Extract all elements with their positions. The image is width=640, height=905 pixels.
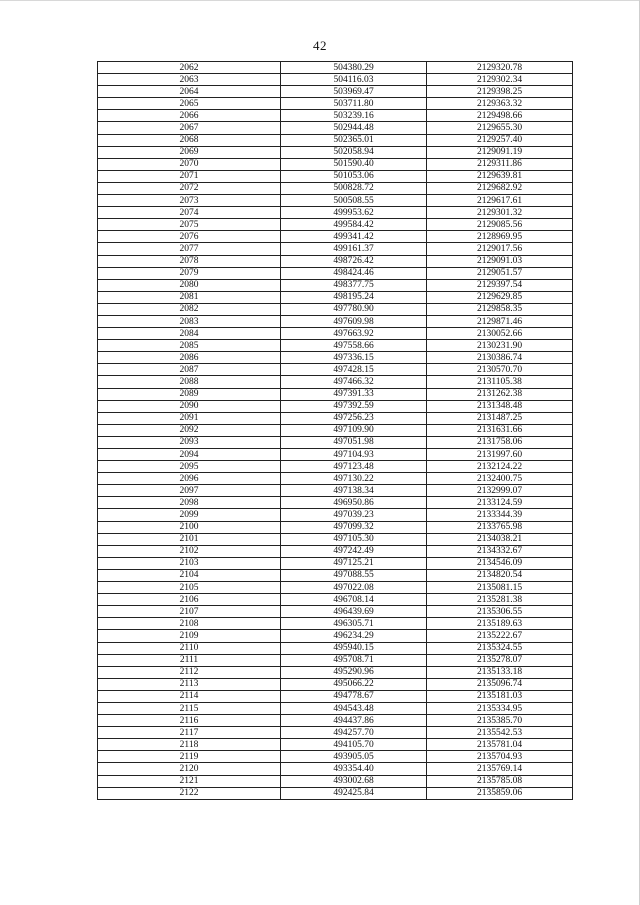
x-coordinate-cell: 494257.70	[281, 727, 427, 739]
x-coordinate-cell: 493905.05	[281, 751, 427, 763]
y-coordinate-cell: 2133765.98	[427, 521, 573, 533]
y-coordinate-cell: 2130570.70	[427, 364, 573, 376]
point-number-cell: 2077	[98, 243, 281, 255]
table-row	[98, 122, 573, 134]
table-row	[98, 279, 573, 291]
x-coordinate-cell: 499953.62	[281, 207, 427, 219]
point-number-cell: 2120	[98, 763, 281, 775]
x-coordinate-cell: 496950.86	[281, 497, 427, 509]
point-number-cell: 2092	[98, 424, 281, 436]
point-number-cell: 2072	[98, 182, 281, 194]
y-coordinate-cell: 2129655.30	[427, 122, 573, 134]
point-number-cell: 2087	[98, 364, 281, 376]
y-coordinate-cell: 2135769.14	[427, 763, 573, 775]
table-row	[98, 521, 573, 533]
table-row	[98, 291, 573, 303]
point-number-cell: 2081	[98, 291, 281, 303]
point-number-cell: 2122	[98, 787, 281, 799]
y-coordinate-cell: 2128969.95	[427, 231, 573, 243]
y-coordinate-cell: 2135704.93	[427, 751, 573, 763]
x-coordinate-cell: 495708.71	[281, 654, 427, 666]
table-row	[98, 473, 573, 485]
y-coordinate-cell: 2134332.67	[427, 545, 573, 557]
x-coordinate-cell: 492425.84	[281, 787, 427, 799]
y-coordinate-cell: 2130231.90	[427, 340, 573, 352]
point-number-cell: 2121	[98, 775, 281, 787]
y-coordinate-cell: 2135785.08	[427, 775, 573, 787]
table-row	[98, 485, 573, 497]
y-coordinate-cell: 2135096.74	[427, 678, 573, 690]
table-row	[98, 727, 573, 739]
point-number-cell: 2073	[98, 195, 281, 207]
point-number-cell: 2106	[98, 594, 281, 606]
point-number-cell: 2108	[98, 618, 281, 630]
point-number-cell: 2069	[98, 146, 281, 158]
table-row	[98, 739, 573, 751]
y-coordinate-cell: 2132400.75	[427, 473, 573, 485]
table-row	[98, 376, 573, 388]
table-row	[98, 255, 573, 267]
x-coordinate-cell: 504380.29	[281, 62, 427, 74]
table-row	[98, 702, 573, 714]
y-coordinate-cell: 2131262.38	[427, 388, 573, 400]
y-coordinate-cell: 2135385.70	[427, 715, 573, 727]
table-row	[98, 158, 573, 170]
y-coordinate-cell: 2133124.59	[427, 497, 573, 509]
table-row	[98, 715, 573, 727]
table-row	[98, 195, 573, 207]
table-row	[98, 267, 573, 279]
table-row	[98, 243, 573, 255]
table-row	[98, 763, 573, 775]
table-row	[98, 340, 573, 352]
y-coordinate-cell: 2129311.86	[427, 158, 573, 170]
y-coordinate-cell: 2135324.55	[427, 642, 573, 654]
point-number-cell: 2094	[98, 449, 281, 461]
point-number-cell: 2074	[98, 207, 281, 219]
point-number-cell: 2088	[98, 376, 281, 388]
table-row	[98, 388, 573, 400]
y-coordinate-cell: 2129363.32	[427, 98, 573, 110]
y-coordinate-cell: 2129091.19	[427, 146, 573, 158]
x-coordinate-cell: 497125.21	[281, 557, 427, 569]
y-coordinate-cell: 2132999.07	[427, 485, 573, 497]
x-coordinate-cell: 493002.68	[281, 775, 427, 787]
y-coordinate-cell: 2134820.54	[427, 569, 573, 581]
point-number-cell: 2105	[98, 582, 281, 594]
y-coordinate-cell: 2135542.53	[427, 727, 573, 739]
x-coordinate-cell: 497609.98	[281, 315, 427, 327]
point-number-cell: 2076	[98, 231, 281, 243]
x-coordinate-cell: 495290.96	[281, 666, 427, 678]
table-row	[98, 98, 573, 110]
x-coordinate-cell: 504116.03	[281, 74, 427, 86]
x-coordinate-cell: 497123.48	[281, 461, 427, 473]
y-coordinate-cell: 2129639.81	[427, 170, 573, 182]
table-row	[98, 449, 573, 461]
point-number-cell: 2109	[98, 630, 281, 642]
scan-edge-top	[0, 0, 640, 1]
table-row	[98, 642, 573, 654]
coordinates-table-body	[98, 62, 573, 800]
table-row	[98, 436, 573, 448]
y-coordinate-cell: 2135278.07	[427, 654, 573, 666]
y-coordinate-cell: 2135133.18	[427, 666, 573, 678]
y-coordinate-cell: 2131997.60	[427, 449, 573, 461]
point-number-cell: 2078	[98, 255, 281, 267]
table-row	[98, 497, 573, 509]
point-number-cell: 2119	[98, 751, 281, 763]
point-number-cell: 2110	[98, 642, 281, 654]
x-coordinate-cell: 497391.33	[281, 388, 427, 400]
point-number-cell: 2104	[98, 569, 281, 581]
point-number-cell: 2082	[98, 303, 281, 315]
point-number-cell: 2099	[98, 509, 281, 521]
point-number-cell: 2118	[98, 739, 281, 751]
table-row	[98, 207, 573, 219]
y-coordinate-cell: 2135081.15	[427, 582, 573, 594]
x-coordinate-cell: 497022.08	[281, 582, 427, 594]
table-row	[98, 303, 573, 315]
table-row	[98, 630, 573, 642]
x-coordinate-cell: 496234.29	[281, 630, 427, 642]
table-row	[98, 690, 573, 702]
point-number-cell: 2063	[98, 74, 281, 86]
table-row	[98, 352, 573, 364]
table-row	[98, 364, 573, 376]
y-coordinate-cell: 2129397.54	[427, 279, 573, 291]
point-number-cell: 2091	[98, 412, 281, 424]
x-coordinate-cell: 497051.98	[281, 436, 427, 448]
x-coordinate-cell: 503711.80	[281, 98, 427, 110]
x-coordinate-cell: 499161.37	[281, 243, 427, 255]
x-coordinate-cell: 501590.40	[281, 158, 427, 170]
y-coordinate-cell: 2129302.34	[427, 74, 573, 86]
x-coordinate-cell: 503239.16	[281, 110, 427, 122]
point-number-cell: 2083	[98, 315, 281, 327]
y-coordinate-cell: 2130386.74	[427, 352, 573, 364]
point-number-cell: 2064	[98, 86, 281, 98]
point-number-cell: 2067	[98, 122, 281, 134]
coordinates-table	[97, 61, 573, 800]
point-number-cell: 2103	[98, 557, 281, 569]
point-number-cell: 2100	[98, 521, 281, 533]
x-coordinate-cell: 495066.22	[281, 678, 427, 690]
table-row	[98, 182, 573, 194]
y-coordinate-cell: 2129398.25	[427, 86, 573, 98]
y-coordinate-cell: 2135781.04	[427, 739, 573, 751]
x-coordinate-cell: 497138.34	[281, 485, 427, 497]
point-number-cell: 2095	[98, 461, 281, 473]
y-coordinate-cell: 2135189.63	[427, 618, 573, 630]
y-coordinate-cell: 2129871.46	[427, 315, 573, 327]
point-number-cell: 2065	[98, 98, 281, 110]
table-row	[98, 400, 573, 412]
x-coordinate-cell: 497256.23	[281, 412, 427, 424]
table-row	[98, 618, 573, 630]
y-coordinate-cell: 2135222.67	[427, 630, 573, 642]
table-row	[98, 170, 573, 182]
x-coordinate-cell: 502944.48	[281, 122, 427, 134]
x-coordinate-cell: 500828.72	[281, 182, 427, 194]
table-row	[98, 315, 573, 327]
y-coordinate-cell: 2129320.78	[427, 62, 573, 74]
x-coordinate-cell: 497780.90	[281, 303, 427, 315]
point-number-cell: 2114	[98, 690, 281, 702]
x-coordinate-cell: 497466.32	[281, 376, 427, 388]
x-coordinate-cell: 498377.75	[281, 279, 427, 291]
table-row	[98, 787, 573, 799]
y-coordinate-cell: 2135859.06	[427, 787, 573, 799]
point-number-cell: 2096	[98, 473, 281, 485]
table-row	[98, 86, 573, 98]
point-number-cell: 2111	[98, 654, 281, 666]
x-coordinate-cell: 496305.71	[281, 618, 427, 630]
x-coordinate-cell: 497039.23	[281, 509, 427, 521]
table-row	[98, 545, 573, 557]
point-number-cell: 2115	[98, 702, 281, 714]
table-row	[98, 328, 573, 340]
y-coordinate-cell: 2129301.32	[427, 207, 573, 219]
table-row	[98, 582, 573, 594]
x-coordinate-cell: 497088.55	[281, 569, 427, 581]
x-coordinate-cell: 497392.59	[281, 400, 427, 412]
table-row	[98, 231, 573, 243]
y-coordinate-cell: 2129091.03	[427, 255, 573, 267]
table-row	[98, 775, 573, 787]
table-row	[98, 569, 573, 581]
point-number-cell: 2112	[98, 666, 281, 678]
table-row	[98, 606, 573, 618]
point-number-cell: 2098	[98, 497, 281, 509]
y-coordinate-cell: 2131105.38	[427, 376, 573, 388]
table-row	[98, 557, 573, 569]
x-coordinate-cell: 500508.55	[281, 195, 427, 207]
point-number-cell: 2070	[98, 158, 281, 170]
point-number-cell: 2101	[98, 533, 281, 545]
x-coordinate-cell: 497428.15	[281, 364, 427, 376]
point-number-cell: 2116	[98, 715, 281, 727]
point-number-cell: 2079	[98, 267, 281, 279]
table-row	[98, 110, 573, 122]
x-coordinate-cell: 497099.32	[281, 521, 427, 533]
point-number-cell: 2066	[98, 110, 281, 122]
x-coordinate-cell: 498424.46	[281, 267, 427, 279]
x-coordinate-cell: 499584.42	[281, 219, 427, 231]
x-coordinate-cell: 497105.30	[281, 533, 427, 545]
table-row	[98, 134, 573, 146]
x-coordinate-cell: 502365.01	[281, 134, 427, 146]
table-row	[98, 461, 573, 473]
point-number-cell: 2102	[98, 545, 281, 557]
point-number-cell: 2084	[98, 328, 281, 340]
table-row	[98, 751, 573, 763]
y-coordinate-cell: 2129629.85	[427, 291, 573, 303]
y-coordinate-cell: 2129498.66	[427, 110, 573, 122]
x-coordinate-cell: 497104.93	[281, 449, 427, 461]
table-row	[98, 594, 573, 606]
y-coordinate-cell: 2135306.55	[427, 606, 573, 618]
x-coordinate-cell: 494778.67	[281, 690, 427, 702]
y-coordinate-cell: 2129858.35	[427, 303, 573, 315]
y-coordinate-cell: 2129085.56	[427, 219, 573, 231]
point-number-cell: 2086	[98, 352, 281, 364]
table-row	[98, 533, 573, 545]
x-coordinate-cell: 497242.49	[281, 545, 427, 557]
y-coordinate-cell: 2129051.57	[427, 267, 573, 279]
x-coordinate-cell: 498195.24	[281, 291, 427, 303]
point-number-cell: 2090	[98, 400, 281, 412]
table-row	[98, 666, 573, 678]
x-coordinate-cell: 499341.42	[281, 231, 427, 243]
point-number-cell: 2071	[98, 170, 281, 182]
point-number-cell: 2089	[98, 388, 281, 400]
x-coordinate-cell: 494543.48	[281, 702, 427, 714]
x-coordinate-cell: 496708.14	[281, 594, 427, 606]
table-row	[98, 654, 573, 666]
x-coordinate-cell: 496439.69	[281, 606, 427, 618]
point-number-cell: 2097	[98, 485, 281, 497]
y-coordinate-cell: 2129257.40	[427, 134, 573, 146]
page-number: 42	[313, 38, 327, 53]
point-number-cell: 2107	[98, 606, 281, 618]
x-coordinate-cell: 502058.94	[281, 146, 427, 158]
table-row	[98, 62, 573, 74]
x-coordinate-cell: 503969.47	[281, 86, 427, 98]
point-number-cell: 2117	[98, 727, 281, 739]
x-coordinate-cell: 494105.70	[281, 739, 427, 751]
y-coordinate-cell: 2134038.21	[427, 533, 573, 545]
y-coordinate-cell: 2131631.66	[427, 424, 573, 436]
point-number-cell: 2068	[98, 134, 281, 146]
y-coordinate-cell: 2131348.48	[427, 400, 573, 412]
x-coordinate-cell: 497109.90	[281, 424, 427, 436]
x-coordinate-cell: 497336.15	[281, 352, 427, 364]
x-coordinate-cell: 495940.15	[281, 642, 427, 654]
x-coordinate-cell: 493354.40	[281, 763, 427, 775]
y-coordinate-cell: 2129682.92	[427, 182, 573, 194]
x-coordinate-cell: 497558.66	[281, 340, 427, 352]
y-coordinate-cell: 2131758.06	[427, 436, 573, 448]
table-row	[98, 74, 573, 86]
y-coordinate-cell: 2132124.22	[427, 461, 573, 473]
y-coordinate-cell: 2131487.25	[427, 412, 573, 424]
y-coordinate-cell: 2129617.61	[427, 195, 573, 207]
point-number-cell: 2093	[98, 436, 281, 448]
x-coordinate-cell: 497663.92	[281, 328, 427, 340]
table-row	[98, 678, 573, 690]
y-coordinate-cell: 2130052.66	[427, 328, 573, 340]
x-coordinate-cell: 501053.06	[281, 170, 427, 182]
table-row	[98, 509, 573, 521]
point-number-cell: 2075	[98, 219, 281, 231]
table-row	[98, 412, 573, 424]
point-number-cell: 2062	[98, 62, 281, 74]
y-coordinate-cell: 2133344.39	[427, 509, 573, 521]
point-number-cell: 2080	[98, 279, 281, 291]
point-number-cell: 2085	[98, 340, 281, 352]
table-row	[98, 146, 573, 158]
y-coordinate-cell: 2135281.38	[427, 594, 573, 606]
table-row	[98, 219, 573, 231]
y-coordinate-cell: 2134546.09	[427, 557, 573, 569]
x-coordinate-cell: 497130.22	[281, 473, 427, 485]
y-coordinate-cell: 2135334.95	[427, 702, 573, 714]
y-coordinate-cell: 2135181.03	[427, 690, 573, 702]
table-row	[98, 424, 573, 436]
y-coordinate-cell: 2129017.56	[427, 243, 573, 255]
point-number-cell: 2113	[98, 678, 281, 690]
x-coordinate-cell: 494437.86	[281, 715, 427, 727]
x-coordinate-cell: 498726.42	[281, 255, 427, 267]
